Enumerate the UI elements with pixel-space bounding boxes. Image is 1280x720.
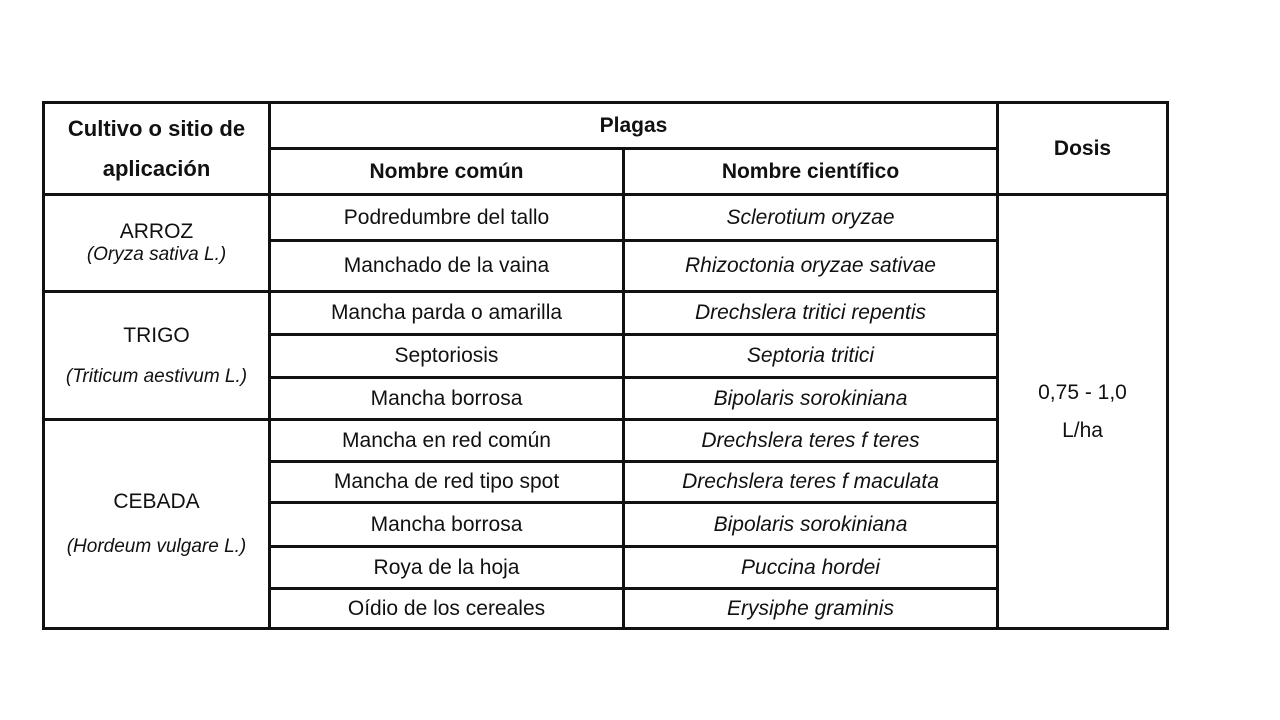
header-scientific-name: Nombre científico xyxy=(624,149,998,195)
pest-scientific: Drechslera teres f maculata xyxy=(624,462,998,503)
header-pests: Plagas xyxy=(270,103,998,149)
pest-common: Mancha borrosa xyxy=(270,503,624,547)
crop-scientific: (Triticum aestivum L.) xyxy=(65,365,248,387)
pest-scientific: Sclerotium oryzae xyxy=(624,195,998,241)
crop-scientific: (Oryza sativa L.) xyxy=(86,244,227,265)
pest-common: Mancha en red común xyxy=(270,420,624,462)
pest-scientific: Drechslera teres f teres xyxy=(624,420,998,462)
pest-common: Septoriosis xyxy=(270,335,624,378)
dose-unit: L/ha xyxy=(1062,418,1103,442)
dosage-table xyxy=(42,101,1169,630)
pest-common: Manchado de la vaina xyxy=(270,241,624,292)
pest-common: Mancha parda o amarilla xyxy=(270,292,624,335)
header-crop: Cultivo o sitio de aplicación xyxy=(44,103,270,195)
crop-name: TRIGO xyxy=(123,323,190,347)
pest-common: Oídio de los cereales xyxy=(270,589,624,629)
pest-common: Roya de la hoja xyxy=(270,547,624,589)
dose-range: 0,75 - 1,0 xyxy=(1038,380,1127,404)
pest-scientific: Rhizoctonia oryzae sativae xyxy=(624,241,998,292)
crop-cell-cebada xyxy=(44,420,270,629)
dose-cell xyxy=(998,195,1168,629)
crop-name: ARROZ xyxy=(119,220,194,243)
header-common-name: Nombre común xyxy=(270,149,624,195)
pest-common: Mancha de red tipo spot xyxy=(270,462,624,503)
pest-scientific: Drechslera tritici repentis xyxy=(624,292,998,335)
table-row xyxy=(44,195,1168,241)
pest-scientific: Bipolaris sorokiniana xyxy=(624,378,998,420)
header-dose: Dosis xyxy=(998,103,1168,195)
crop-name: CEBADA xyxy=(113,490,200,513)
pest-common: Mancha borrosa xyxy=(270,378,624,420)
pest-scientific: Bipolaris sorokiniana xyxy=(624,503,998,547)
crop-cell-trigo xyxy=(44,292,270,420)
pest-scientific: Erysiphe graminis xyxy=(624,589,998,629)
crop-scientific: (Hordeum vulgare L.) xyxy=(66,536,247,557)
pest-common: Podredumbre del tallo xyxy=(270,195,624,241)
pest-scientific: Septoria tritici xyxy=(624,335,998,378)
crop-cell-arroz xyxy=(44,195,270,292)
pest-scientific: Puccina hordei xyxy=(624,547,998,589)
